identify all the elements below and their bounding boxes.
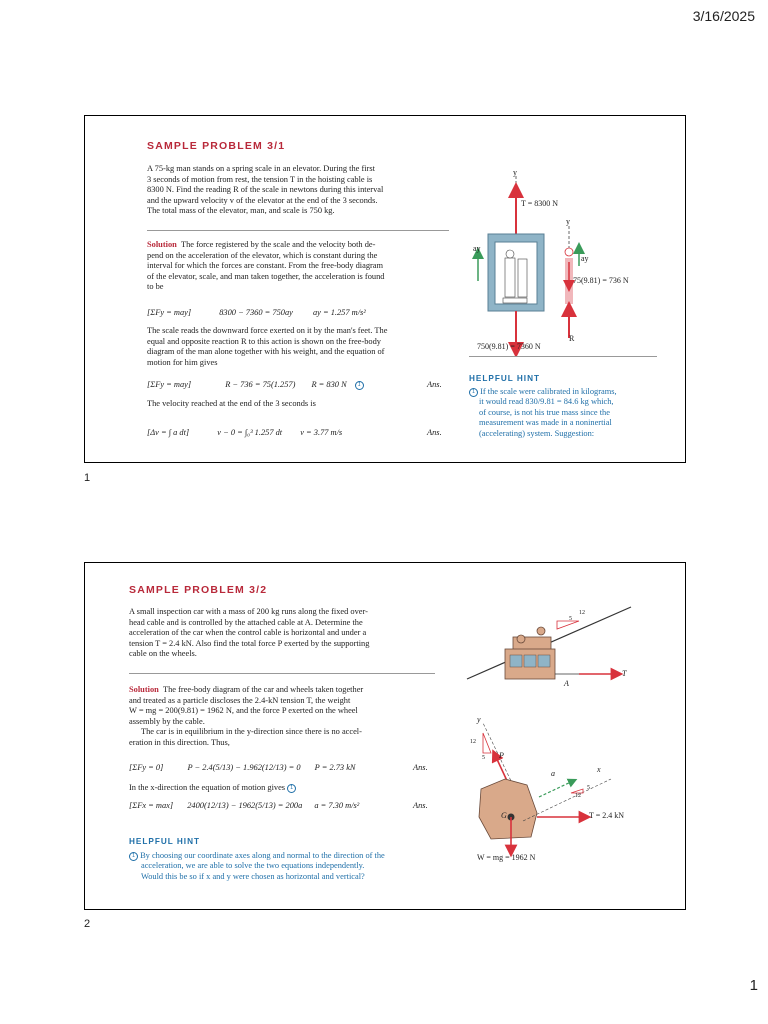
- small-12-label: 12: [575, 793, 581, 799]
- hint-marker: 1: [287, 784, 296, 793]
- divider: [129, 673, 435, 674]
- slope-triangle: [557, 621, 579, 629]
- hint-marker: 1: [469, 388, 478, 397]
- window-1: [510, 655, 522, 667]
- helpful-hint-text: 1 By choosing our coordinate axes along and normal to the direction of the acceleration, we are able to solve the two equations independently. Would this be so if x and y were chosen as horizontal and vertical?: [129, 851, 459, 882]
- solution-text: Solution The free-body diagram of the car and wheels taken together and treated as a particle discloses the 2.4-kN tension T, the weight W = mg = 200(9.81) = 1962 N, and the force P exerted on the wheel assembly by the cable. The car is in equilibrium in the y-direction since there is no accel- eration in this direction. Thus,: [129, 685, 364, 747]
- y-label-2: y: [566, 217, 570, 226]
- car-free-body-diagram: [461, 717, 637, 863]
- tension-value-label: T = 2.4 kN: [589, 811, 625, 820]
- accel-arrow: [539, 781, 573, 797]
- page-number: 1: [749, 977, 758, 994]
- p-force-label: P: [499, 751, 504, 760]
- sample-problem-title: SAMPLE PROBLEM 3/2: [129, 584, 268, 596]
- window-3: [538, 655, 550, 667]
- equation-2: [ΣFy = may] R − 736 = 75(1.257) R = 830 N 1 Ans.: [147, 380, 442, 389]
- inspection-car-diagram: [461, 599, 637, 719]
- hint-marker: 1: [355, 381, 364, 390]
- paragraph-3: The velocity reached at the end of the 3 seconds is: [147, 399, 316, 408]
- man-head-1: [506, 250, 514, 258]
- y-label-1: y: [513, 168, 517, 177]
- paragraph-3: In the x-direction the equation of motion gives 1: [129, 783, 296, 794]
- slope-triangle-p: [483, 733, 491, 753]
- problem-statement: A small inspection car with a mass of 200 kg runs along the fixed over- head cable and is controlled by the attached cable at A. Determine the acceleration of the car when the control cable is horizontal and under a tension T = 2.4 kN. Also find the total force P exerted by the supporting cable on the wheels.: [129, 607, 370, 659]
- scale: [503, 298, 527, 303]
- weight-label: W = mg = 1962 N: [477, 853, 536, 862]
- small-5-label: 5: [587, 785, 590, 791]
- tension-label: T = 8300 N: [521, 199, 559, 208]
- point-a-label: A: [564, 679, 569, 688]
- tension-t-label: T: [622, 669, 627, 678]
- man-figure-2: [518, 259, 527, 297]
- hint-divider: [469, 356, 657, 357]
- slide-number-2: 2: [84, 918, 91, 930]
- slide-2[interactable]: [84, 562, 686, 910]
- hint-marker: 1: [129, 852, 138, 861]
- slope-5: 5: [569, 616, 572, 622]
- y-axis: [483, 723, 513, 785]
- elevator-free-body-diagram: [455, 156, 675, 356]
- elevator-interior: [495, 242, 537, 304]
- y-axis-label: y: [477, 715, 481, 724]
- reaction-label: R: [569, 334, 575, 343]
- man-head-2: [565, 248, 573, 256]
- x-axis-label: x: [597, 765, 601, 774]
- man-figure-1: [505, 258, 515, 297]
- wheel-2: [537, 627, 545, 635]
- ay-label-right: ay: [581, 254, 589, 263]
- g-label: G: [501, 811, 507, 820]
- solution-label: Solution: [129, 685, 159, 694]
- problem-statement: A 75-kg man stands on a spring scale in an elevator. During the first 3 seconds of motion from rest, the tension T in the hoisting cable is 8300 N. Find the reading R of the scale in newtons during this interval and the upward velocity v of the elevator at the end of the 3 seconds. The total mass of the elevator, man, and scale is 750 kg.: [147, 164, 384, 216]
- car-body-fbd: [479, 779, 537, 839]
- total-weight-label: 750(9.81) = 7360 N: [477, 342, 541, 351]
- equation-1: [ΣFy = 0] P − 2.4(5/13) − 1.962(12/13) = 0 P = 2.73 kN Ans.: [129, 763, 428, 772]
- helpful-hint-text: 1 If the scale were calibrated in kilograms, it would read 830/9.81 = 84.6 kg which, of course, is not his true mass since the measurement was made in a noninertial (accelerating) system. Suggestion:: [469, 387, 669, 439]
- paragraph-2: The scale reads the downward force exerted on it by the man's feet. The equal and opposite reaction R to this action is shown on the free-body diagram of the man alone together with his weight, and the equation of motion for him gives: [147, 326, 388, 367]
- slide-1[interactable]: [84, 115, 686, 463]
- solution-text: Solution The force registered by the scale and the velocity both de- pend on the acceleration of the elevator, which is constant during the interval for which the forces are constant. From the free-body diagram of the elevator, scale, and man taken together, the acceleration is found to be: [147, 240, 385, 292]
- ay-label-left: ay: [473, 244, 481, 253]
- equation-3: [Δv = ∫ a dt] v − 0 = ∫₀³ 1.257 dt v = 3.77 m/s Ans.: [147, 428, 442, 437]
- tri-12-label: 12: [470, 739, 476, 745]
- slide-number-1: 1: [84, 472, 91, 484]
- helpful-hint-title: HELPFUL HINT: [129, 837, 200, 846]
- sample-problem-title: SAMPLE PROBLEM 3/1: [147, 140, 286, 152]
- man-weight-label: 75(9.81) = 736 N: [573, 276, 629, 285]
- solution-label: Solution: [147, 240, 177, 249]
- equation-1: [ΣFy = may] 8300 − 7360 = 750ay ay = 1.257 m/s²: [147, 308, 366, 317]
- equation-2: [ΣFx = max] 2400(12/13) − 1962(5/13) = 200a a = 7.30 m/s² Ans.: [129, 801, 428, 810]
- accel-a-label: a: [551, 769, 555, 778]
- wheel-1: [517, 635, 525, 643]
- helpful-hint-title: HELPFUL HINT: [469, 374, 540, 383]
- date-header: 3/16/2025: [692, 8, 755, 24]
- divider: [147, 230, 449, 231]
- slope-12: 12: [579, 610, 585, 616]
- tri-5-label: 5: [482, 755, 485, 761]
- window-2: [524, 655, 536, 667]
